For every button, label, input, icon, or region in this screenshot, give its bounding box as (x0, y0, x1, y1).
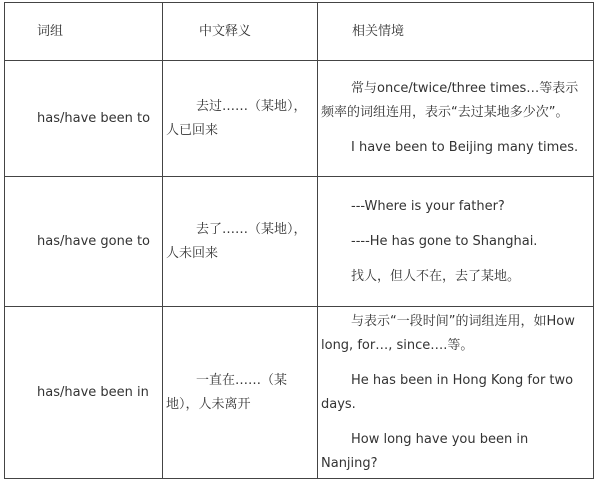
context-line (321, 265, 587, 289)
header-context: 相关情境 (318, 3, 594, 61)
table-row (5, 307, 594, 479)
meaning-text: 一直在……（某地），人未离开 (166, 372, 288, 412)
phrase-cell: has/have been in (5, 307, 163, 479)
context-line (321, 369, 587, 417)
meaning-text: 去过……（某地），人已回来 (166, 98, 307, 138)
context-line (321, 310, 587, 358)
context-line (321, 428, 587, 476)
meaning-text: 去了……（某地），人未回来 (166, 221, 307, 261)
context-text: I have been to Beijing many times. (351, 140, 579, 155)
context-cell (318, 61, 594, 177)
context-text: 找人，但人不在，去了某地。 (351, 268, 521, 284)
table-header-row (5, 3, 594, 61)
context-cell (318, 177, 594, 307)
meaning-cell (163, 61, 318, 177)
table-row (5, 61, 594, 177)
phrase-cell: has/have gone to (5, 177, 163, 307)
context-line (321, 136, 587, 160)
context-text: ----He has gone to Shanghai. (351, 233, 538, 249)
context-text: How long have you been in Nanjing? (321, 431, 529, 471)
context-line (321, 195, 587, 219)
header-meaning: 中文释义 (163, 3, 318, 61)
context-text: 与表示“一段时间”的词组连用，如How long, for…, since….等。 (321, 313, 575, 353)
context-line (321, 230, 587, 254)
meaning-cell (163, 177, 318, 307)
header-phrase: 词组 (5, 3, 163, 61)
meaning-cell (163, 307, 318, 479)
context-text: ---Where is your father? (351, 198, 505, 214)
phrase-cell: has/have been to (5, 61, 163, 177)
context-cell (318, 307, 594, 479)
context-text: He has been in Hong Kong for two days. (321, 372, 574, 412)
phrase-comparison-table (4, 2, 594, 479)
table-row (5, 177, 594, 307)
context-text: 常与once/twice/three times…等表示频率的词组连用，表示“去过某地多少次”。 (321, 81, 579, 120)
context-line (321, 77, 587, 125)
